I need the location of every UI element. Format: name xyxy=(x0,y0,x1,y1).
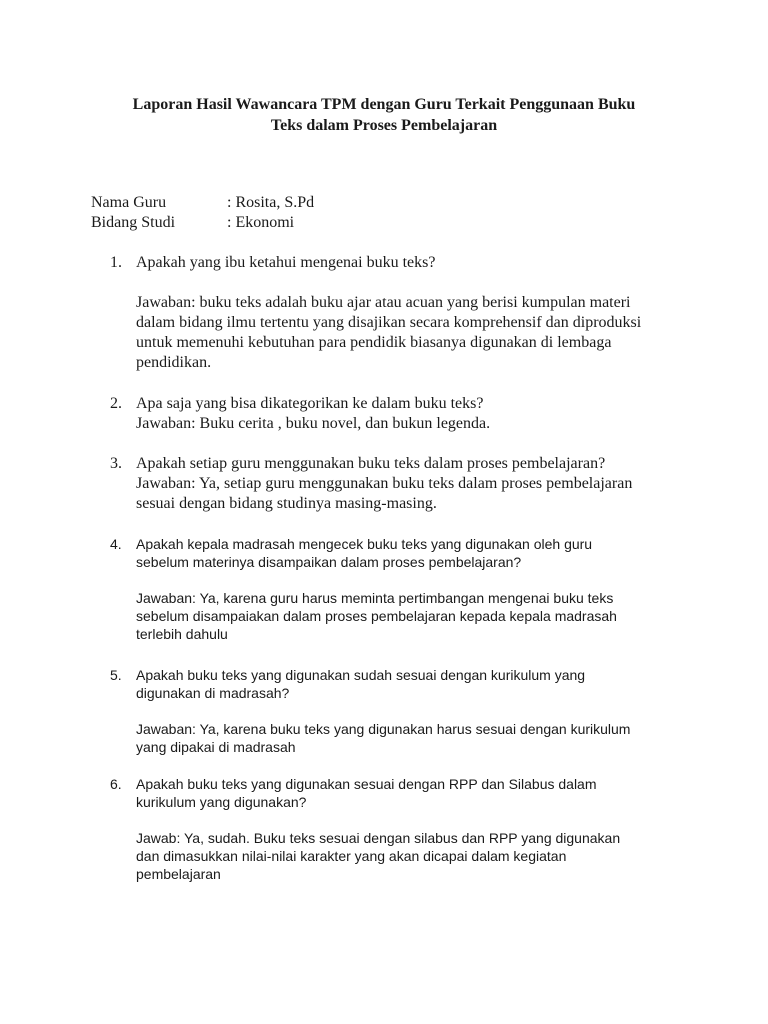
item-number: 4. xyxy=(110,536,122,552)
answer-text xyxy=(136,589,690,643)
teacher-info xyxy=(91,193,314,233)
answer-line: pembelajaran xyxy=(136,866,221,882)
question-line: digunakan di madrasah? xyxy=(136,685,290,701)
answer-text xyxy=(136,293,690,373)
question-line: Apakah buku teks yang digunakan sesuai dengan RPP dan Silabus dalam xyxy=(136,776,597,792)
teacher-name-value: : Rosita, S.Pd xyxy=(227,194,315,211)
answer-line: dan dimasukkan nilai-nilai karakter yang akan dicapai dalam kegiatan xyxy=(136,848,567,864)
question-text xyxy=(136,535,690,571)
interview-item-5 xyxy=(110,666,690,756)
subject-label: Bidang Studi xyxy=(91,214,176,231)
answer-line: Jawaban: Ya, setiap guru menggunakan buku teks dalam proses pembelajaran xyxy=(136,475,633,492)
answer-line: pendidikan. xyxy=(136,354,212,371)
answer-line: untuk memenuhi kebutuhan para pendidik biasanya digunakan di lembaga xyxy=(136,334,612,351)
answer-text xyxy=(136,829,690,883)
question-text: Apakah yang ibu ketahui mengenai buku teks? xyxy=(136,254,436,271)
answer-line: yang dipakai di madrasah xyxy=(136,739,296,755)
answer-line: Jawab: Ya, sudah. Buku teks sesuai dengan silabus dan RPP yang digunakan xyxy=(136,830,621,846)
question-line: kurikulum yang digunakan? xyxy=(136,794,307,810)
item-number: 2. xyxy=(110,395,122,412)
item-number: 6. xyxy=(110,776,122,792)
question-line: sebelum materinya disampaikan dalam proses pembelajaran? xyxy=(136,554,522,570)
answer-line: dalam bidang ilmu tertentu yang disajikan secara komprehensif dan diproduksi xyxy=(136,314,642,331)
question-line: Apakah buku teks yang digunakan sudah sesuai dengan kurikulum yang xyxy=(136,667,586,683)
answer-line: Jawaban: Ya, karena buku teks yang digunakan harus sesuai dengan kurikulum xyxy=(136,721,631,737)
answer-line: sesuai dengan bidang studinya masing-masing. xyxy=(136,495,437,512)
question-text xyxy=(136,775,690,811)
title-line-2: Teks dalam Proses Pembelajaran xyxy=(270,117,498,134)
item-number: 1. xyxy=(110,254,122,271)
question-text: Apakah setiap guru menggunakan buku teks dalam proses pembelajaran? xyxy=(136,455,606,472)
document-title xyxy=(80,94,688,136)
answer-line: Jawaban: buku teks adalah buku ajar atau acuan yang berisi kumpulan materi xyxy=(136,294,631,311)
interview-item-6 xyxy=(110,775,690,883)
subject-row xyxy=(91,213,314,233)
teacher-name-row xyxy=(91,193,314,213)
answer-line: sebelum disampaiakan dalam proses pembelajaran kepada kepala madrasah xyxy=(136,608,617,624)
question-line: Apakah kepala madrasah mengecek buku teks yang digunakan oleh guru xyxy=(136,536,593,552)
teacher-name-label: Nama Guru xyxy=(91,194,167,211)
answer-text xyxy=(136,720,690,756)
interview-item-1 xyxy=(110,253,690,373)
title-line-1: Laporan Hasil Wawancara TPM dengan Guru Terkait Penggunaan Buku xyxy=(132,96,636,113)
question-text: Apa saja yang bisa dikategorikan ke dalam buku teks? xyxy=(136,395,484,412)
interview-item-3 xyxy=(110,454,690,514)
answer-line: terlebih dahulu xyxy=(136,626,228,642)
question-text xyxy=(136,666,690,702)
answer-text: Jawaban: Buku cerita , buku novel, dan bukun legenda. xyxy=(136,415,491,432)
subject-value: : Ekonomi xyxy=(227,214,295,231)
answer-line: Jawaban: Ya, karena guru harus meminta pertimbangan mengenai buku teks xyxy=(136,590,614,606)
item-number: 5. xyxy=(110,667,122,683)
interview-item-2 xyxy=(110,394,690,434)
item-number: 3. xyxy=(110,455,122,472)
interview-item-4 xyxy=(110,535,690,643)
